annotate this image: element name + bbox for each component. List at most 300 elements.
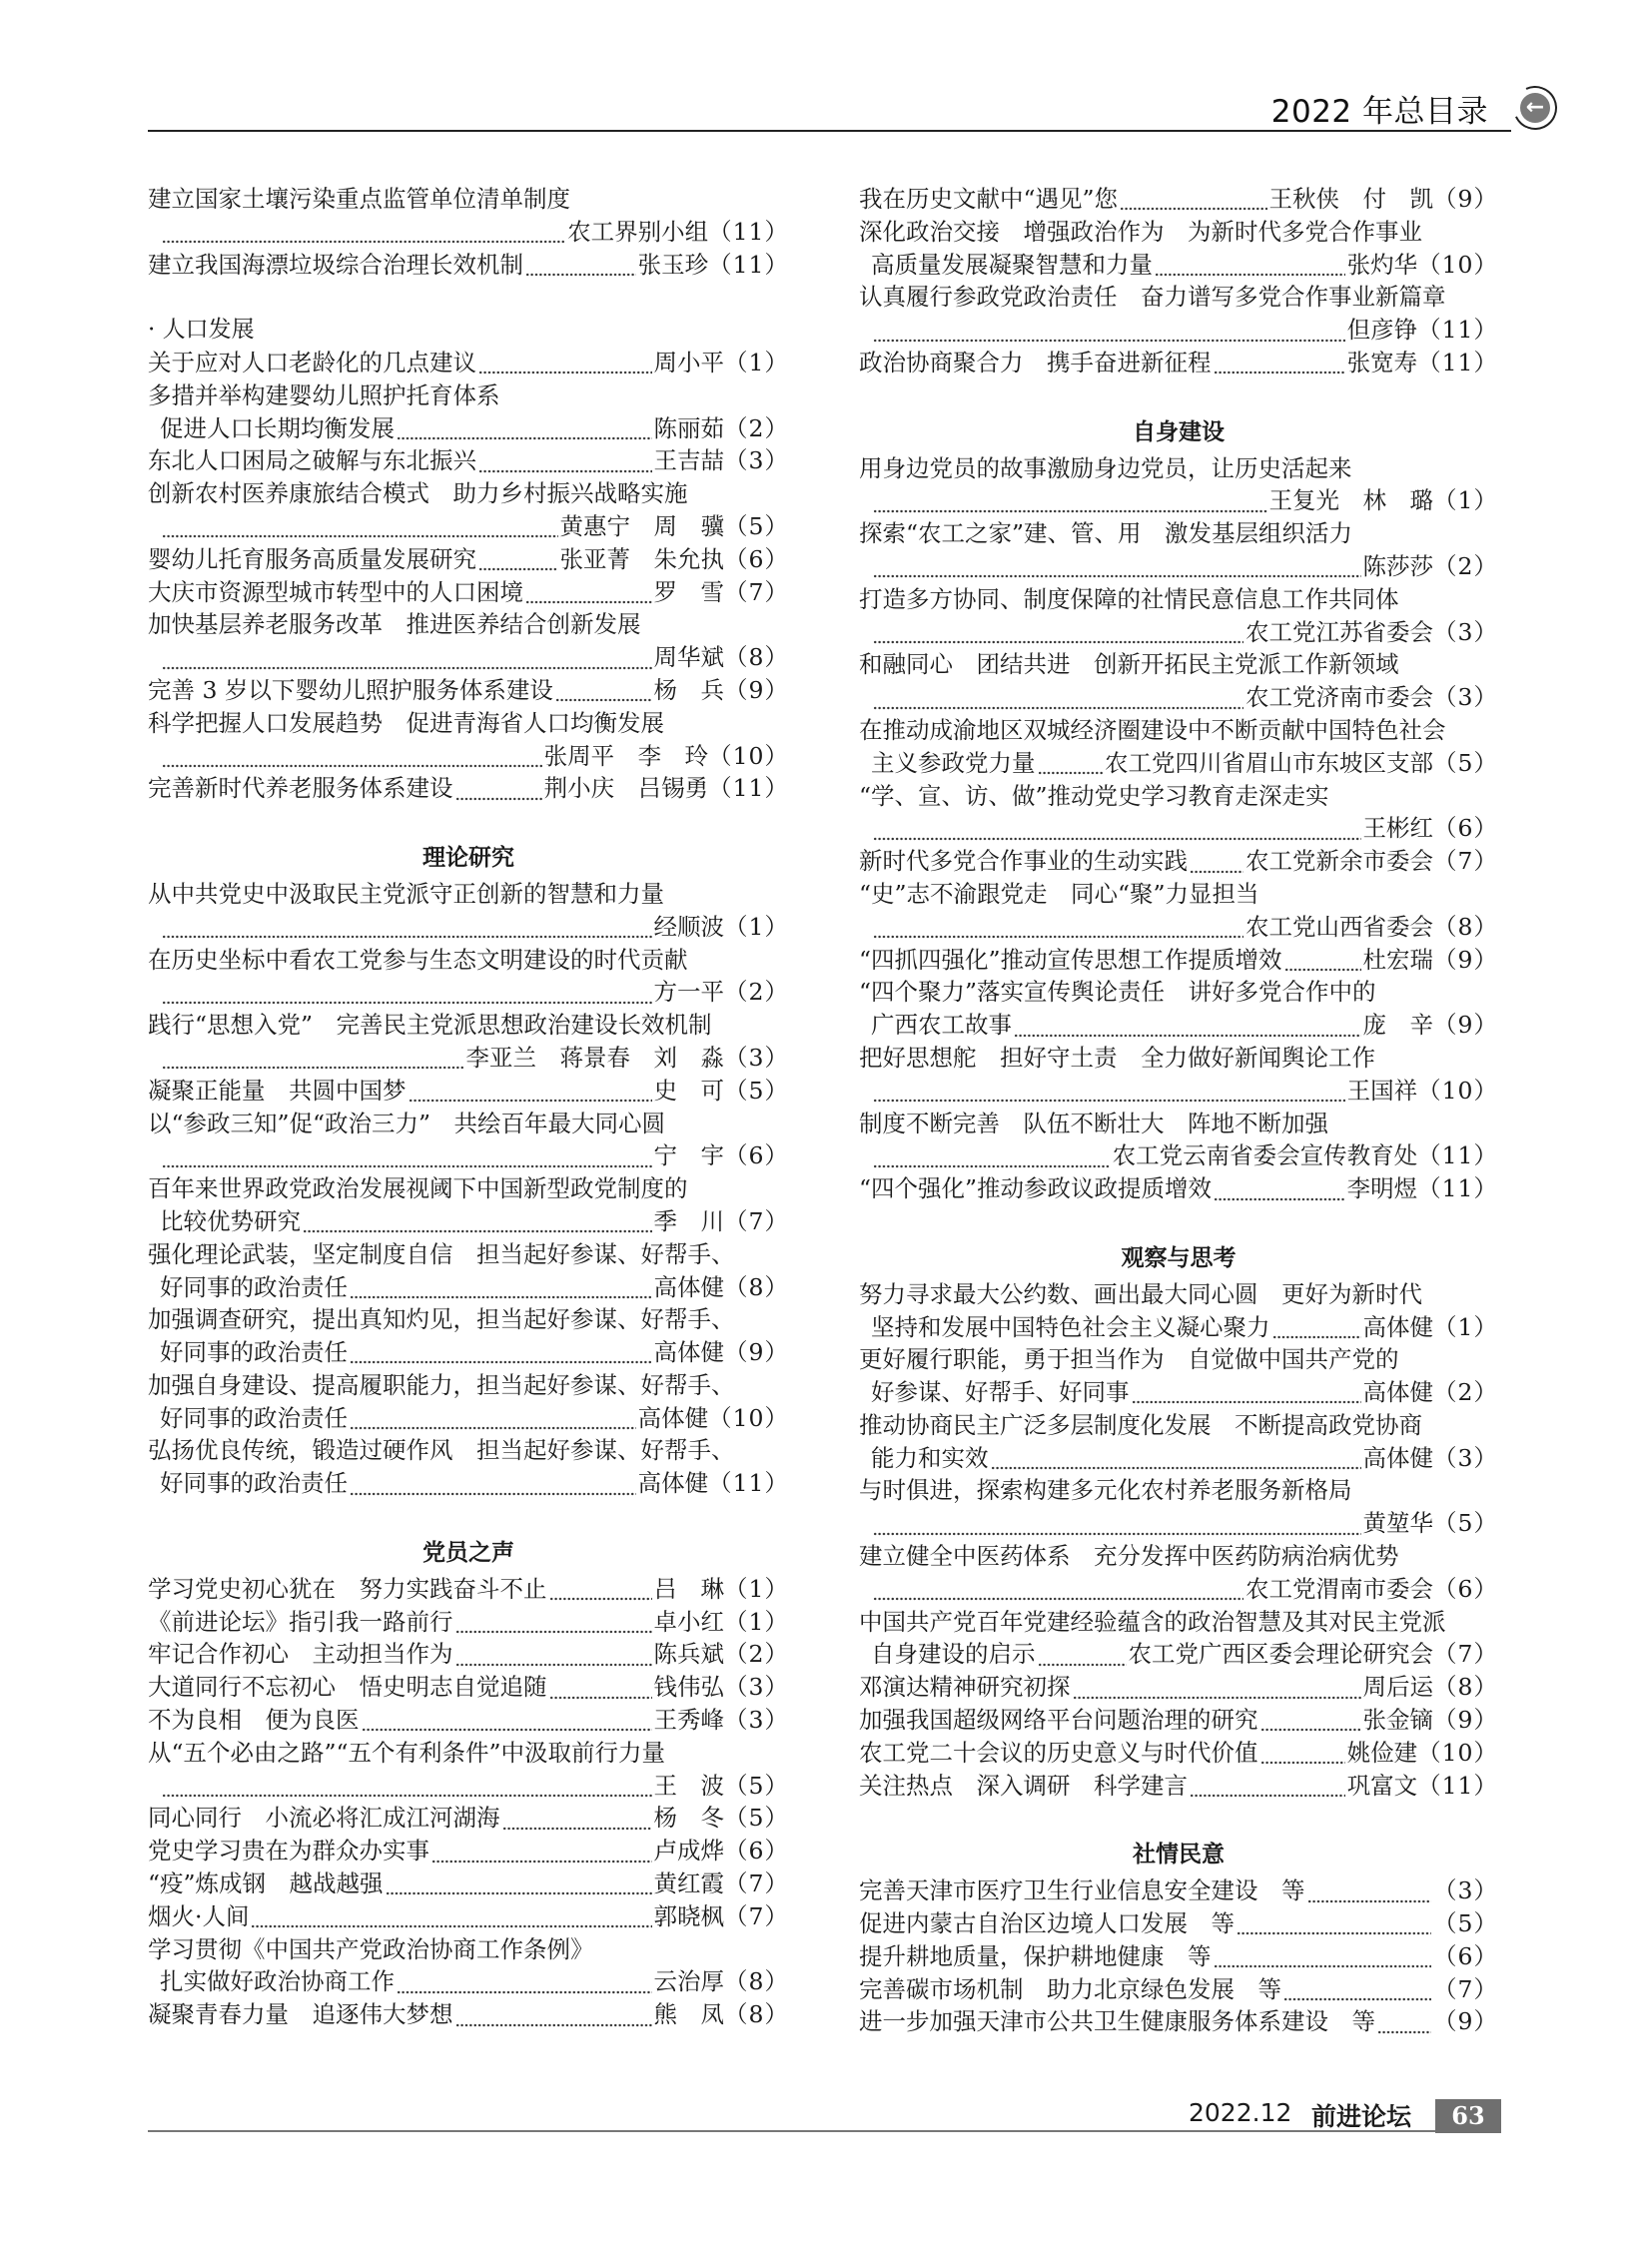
toc-entry[interactable] [148, 608, 789, 674]
subsection-heading: · 人口发展 [148, 317, 255, 344]
entry-issue-number: （3） [724, 446, 789, 475]
toc-entry-line [148, 1638, 789, 1671]
dot-leader [1155, 267, 1345, 277]
entry-title-text: “史”志不渝跟党走 同心“聚”力显担当 [859, 879, 1259, 908]
entry-author: 张玉珍 [637, 250, 709, 279]
toc-entry-line [859, 747, 1498, 780]
dot-leader [1073, 1690, 1361, 1700]
toc-entry-line [859, 249, 1498, 282]
entry-issue-number: （5） [724, 511, 789, 540]
entry-title-text: 凝聚青春力量 追逐伟大梦想 [148, 2000, 453, 2029]
toc-entry-line [148, 1108, 789, 1140]
toc-entry-line [148, 1434, 789, 1467]
entry-title-text: “疫”炼成钢 越战越强 [148, 1869, 384, 1898]
toc-entry[interactable] [859, 347, 1498, 379]
toc-entry-line [148, 772, 789, 805]
entry-issue-number: （7） [724, 1206, 789, 1235]
dot-leader [455, 1657, 652, 1667]
toc-entry-line [148, 1271, 789, 1304]
entry-issue-number: （9） [1433, 1706, 1498, 1735]
toc-entry[interactable] [859, 1907, 1498, 1940]
entry-author: 周小平 [653, 348, 725, 376]
entry-title-text: 扎实做好政治协商工作 [160, 1967, 395, 1996]
entry-issue-number: （3） [724, 1043, 789, 1072]
dot-leader [162, 1788, 652, 1798]
toc-entry[interactable] [859, 944, 1498, 977]
entry-author: 王秀峰 [653, 1706, 725, 1735]
entry-issue-number: （6） [1433, 1574, 1498, 1603]
toc-entry[interactable] [148, 1238, 789, 1304]
toc-entry-line [859, 845, 1498, 878]
entry-title-text: 凝聚正能量 共圆中国梦 [148, 1076, 407, 1105]
entry-issue-number: （6） [1433, 814, 1498, 843]
toc-entry[interactable] [148, 1933, 789, 1999]
entry-title-text: 用身边党员的故事激励身边党员，让历史活起来 [859, 453, 1352, 482]
toc-entry-line [859, 1704, 1498, 1737]
toc-entry[interactable] [148, 772, 789, 805]
toc-entry-line [148, 1573, 789, 1606]
dot-leader [162, 758, 542, 768]
dot-leader [162, 995, 652, 1005]
entry-author: 张金镝 [1362, 1706, 1434, 1735]
entry-issue-number: （11） [1417, 1771, 1498, 1800]
toc-entry[interactable] [148, 1868, 789, 1900]
toc-entry[interactable] [148, 1369, 789, 1435]
toc-entry[interactable] [859, 583, 1498, 649]
toc-entry-line [859, 1737, 1498, 1770]
toc-entry-line [148, 1303, 789, 1336]
toc-entry-line [859, 1042, 1498, 1075]
toc-entry-line [148, 878, 789, 911]
entry-title-text: 邓演达精神研究初探 [859, 1673, 1071, 1702]
entry-title-text: 推动协商民主广泛多层制度化发展 不断提高政党协商 [859, 1410, 1422, 1439]
entry-issue-number: （8） [724, 1272, 789, 1301]
entry-author: 黄红霞 [653, 1869, 725, 1898]
entry-author: 黄堃华 [1362, 1509, 1434, 1538]
toc-entry-line [859, 1874, 1498, 1907]
entry-title-text: 建立我国海漂垃圾综合治理长效机制 [148, 250, 523, 279]
toc-entry[interactable] [859, 452, 1498, 518]
toc-entry-line [148, 1835, 789, 1868]
toc-entry-line [148, 641, 789, 674]
toc-entry-line [859, 911, 1498, 944]
toc-entry-line [148, 944, 789, 977]
toc-entry-line [148, 1467, 789, 1500]
entry-title-text: 广西农工故事 [871, 1011, 1012, 1040]
toc-entry-line [148, 1868, 789, 1900]
dot-leader [873, 568, 1361, 578]
entry-issue-number: （9） [724, 675, 789, 704]
entry-author: 王 波 [653, 1771, 725, 1800]
entry-title-text: 主义参政党力量 [871, 748, 1036, 777]
entry-title-text: 牢记合作初心 主动担当作为 [148, 1640, 453, 1669]
toc-entry-line [859, 2005, 1498, 2038]
entry-author: 钱伟弘 [653, 1673, 725, 1702]
entry-title-text: 科学把握人口发展趋势 促进青海省人口均衡发展 [148, 708, 664, 737]
entry-issue-number: （3） [1433, 617, 1498, 646]
toc-entry[interactable] [859, 714, 1498, 780]
entry-issue-number: （7） [1433, 847, 1498, 876]
entry-issue-number: （7） [724, 577, 789, 606]
section-heading: 社情民意 [1133, 1842, 1225, 1868]
dot-leader [1307, 1893, 1432, 1903]
dot-leader [1190, 1788, 1345, 1798]
toc-entry[interactable] [148, 1671, 789, 1704]
toc-entry[interactable] [859, 1973, 1498, 2006]
toc-entry-line [148, 1737, 789, 1770]
dot-leader [873, 1093, 1345, 1103]
toc-entry[interactable] [859, 1172, 1498, 1205]
toc-entry-line [148, 1172, 789, 1205]
toc-entry-line [148, 543, 789, 576]
dot-leader [1214, 365, 1345, 374]
entry-author: 李亚兰 蒋景春 刘 淼 [465, 1043, 725, 1072]
toc-entry[interactable] [859, 1409, 1498, 1475]
section-heading: 理论研究 [422, 844, 514, 871]
toc-entry[interactable] [148, 1172, 789, 1238]
dot-leader [873, 929, 1243, 939]
toc-entry[interactable] [148, 1108, 789, 1173]
dot-leader [873, 1526, 1361, 1536]
entry-title-text: 东北人口困局之破解与东北振兴 [148, 446, 476, 475]
dot-leader [873, 831, 1361, 841]
entry-title-text: 认真履行参政党政治责任 奋力谱写多党合作事业新篇章 [859, 283, 1446, 312]
entry-title-text: 加强我国超级网络平台问题治理的研究 [859, 1706, 1258, 1735]
toc-entry[interactable] [148, 249, 789, 282]
toc-entry[interactable] [148, 1573, 789, 1606]
toc-entry-line [148, 249, 789, 282]
toc-entry-line [148, 740, 789, 773]
toc-entry[interactable] [859, 1606, 1498, 1672]
toc-entry[interactable] [148, 1434, 789, 1500]
entry-author: 王秋侠 付 凯 [1268, 185, 1434, 213]
dot-leader [350, 1354, 652, 1364]
dot-leader [1377, 2024, 1431, 2034]
dot-leader [431, 1854, 652, 1864]
toc-entry-line [859, 281, 1498, 314]
entry-issue-number: （5） [1433, 748, 1498, 777]
dot-leader [525, 594, 652, 604]
entry-title-text: 探索“农工之家”建、管、用 激发基层组织活力 [859, 519, 1353, 548]
entry-title-text: 完善碳市场机制 助力北京绿色发展 等 [859, 1974, 1281, 2003]
toc-entry[interactable] [148, 1303, 789, 1369]
toc-entry[interactable] [859, 1874, 1498, 1907]
toc-entry-line [148, 444, 789, 477]
entry-author: 陈丽茹 [653, 413, 725, 442]
entry-issue-number: （3） [1433, 1876, 1498, 1905]
toc-entry[interactable] [148, 1900, 789, 1933]
entry-author: 季 川 [653, 1206, 725, 1235]
toc-entry[interactable] [859, 1042, 1498, 1108]
entry-issue-number: （3） [1433, 683, 1498, 712]
toc-entry[interactable] [859, 2005, 1498, 2038]
toc-entry[interactable] [148, 707, 789, 773]
entry-issue-number: （11） [708, 250, 789, 279]
toc-entry-line [148, 1933, 789, 1966]
entry-author: 高体健 [1362, 1443, 1434, 1472]
entry-author: 王吉喆 [653, 446, 725, 475]
entry-title-text: 强化理论武装，坚定制度自信 担当起好参谋、好帮手、 [148, 1239, 735, 1268]
toc-entry[interactable] [859, 1474, 1498, 1540]
entry-author: 张宽寿 [1346, 348, 1418, 376]
toc-entry[interactable] [859, 216, 1498, 282]
entry-title-text: 中国共产党百年党建经验蕴含的政治智慧及其对民主党派 [859, 1607, 1446, 1636]
entry-issue-number: （6） [724, 1141, 789, 1170]
toc-entry[interactable] [859, 1108, 1498, 1173]
entry-author: 农工党渭南市委会 [1245, 1574, 1434, 1603]
entry-author: 方一平 [653, 978, 725, 1007]
dot-leader [873, 634, 1243, 644]
entry-title-text: 好参谋、好帮手、好同事 [871, 1378, 1130, 1407]
toc-entry-line [148, 1075, 789, 1108]
dot-leader [455, 2017, 652, 2027]
toc-entry-line [859, 878, 1498, 911]
entry-title-text: 好同事的政治责任 [160, 1338, 348, 1367]
entry-issue-number: （2） [724, 978, 789, 1007]
toc-entry[interactable] [859, 976, 1498, 1042]
toc-entry-line [148, 412, 789, 445]
toc-entry-line [859, 1311, 1498, 1344]
dot-leader [455, 1624, 652, 1634]
entry-author: 巩富文 [1346, 1771, 1418, 1800]
dot-leader [555, 692, 652, 702]
entry-issue-number: （1） [1433, 1312, 1498, 1341]
toc-entry[interactable] [859, 1737, 1498, 1770]
entry-issue-number: （9） [1433, 2007, 1498, 2036]
entry-author: 陈莎莎 [1362, 551, 1434, 580]
toc-entry[interactable] [148, 543, 789, 576]
entry-issue-number: （5） [1433, 1509, 1498, 1538]
toc-entry-line [859, 1573, 1498, 1606]
dot-leader [1272, 1329, 1361, 1339]
header-rule [148, 130, 1511, 132]
dot-leader [455, 791, 542, 801]
entry-author: 张周平 李 玲 [543, 741, 709, 770]
toc-entry-line [148, 1606, 789, 1639]
toc-entry-line [148, 1998, 789, 2031]
dot-leader [1190, 864, 1243, 874]
toc-entry[interactable] [148, 1075, 789, 1108]
entry-title-text: 与时俱进，探索构建多元化农村养老服务新格局 [859, 1476, 1352, 1505]
toc-entry-line [148, 1369, 789, 1402]
toc-entry[interactable] [148, 444, 789, 477]
toc-entry[interactable] [148, 1704, 789, 1737]
entry-title-text: 在推动成渝地区双城经济圈建设中不断贡献中国特色社会 [859, 715, 1446, 744]
toc-entry-line [859, 812, 1498, 845]
entry-title-text: 进一步加强天津市公共卫生健康服务体系建设 等 [859, 2007, 1375, 2036]
dot-leader [1284, 962, 1361, 972]
entry-title-text: 从中共党史中汲取民主党派守正创新的智慧和力量 [148, 879, 664, 908]
entry-issue-number: （11） [1417, 1174, 1498, 1203]
dot-leader [397, 1984, 652, 1994]
toc-entry[interactable] [148, 1835, 789, 1868]
toc-entry[interactable] [148, 674, 789, 707]
toc-entry-line [859, 1075, 1498, 1108]
toc-entry-line [148, 1770, 789, 1803]
entry-issue-number: （8） [724, 1967, 789, 1996]
entry-author: 荆小庆 吕锡勇 [543, 774, 709, 803]
dot-leader [162, 528, 558, 538]
toc-entry[interactable] [859, 1343, 1498, 1409]
toc-entry-line [859, 216, 1498, 249]
entry-title-text: 自身建设的启示 [871, 1640, 1036, 1669]
toc-entry-line [859, 1409, 1498, 1442]
back-arrow-circle-icon[interactable]: ← [1520, 93, 1550, 123]
entry-author: 杜宏瑞 [1362, 945, 1434, 974]
entry-issue-number: （7） [1433, 1640, 1498, 1669]
entry-issue-number: （1） [1433, 486, 1498, 515]
dot-leader [478, 365, 652, 374]
toc-entry-line [148, 1965, 789, 1998]
dot-leader [1038, 765, 1104, 775]
toc-entry-line [148, 477, 789, 510]
entry-title-text: 更好履行职能，勇于担当作为 自觉做中国共产党的 [859, 1345, 1399, 1374]
entry-issue-number: （11） [708, 217, 789, 246]
dot-leader [873, 333, 1345, 343]
toc-entry-line [859, 484, 1498, 517]
toc-entry[interactable] [148, 477, 789, 543]
toc-entry[interactable] [148, 576, 789, 609]
toc-entry-line [859, 976, 1498, 1009]
toc-entry[interactable] [859, 517, 1498, 583]
dot-leader [162, 660, 652, 670]
toc-entry[interactable] [859, 878, 1498, 944]
entry-issue-number: （8） [724, 643, 789, 672]
section-heading: 自身建设 [1133, 418, 1225, 445]
entry-title-text: 打造多方协同、制度保障的社情民意信息工作共同体 [859, 584, 1399, 613]
toc-entry[interactable] [859, 1540, 1498, 1606]
entry-title-text: 加强调查研究，提出真知灼见，担当起好参谋、好帮手、 [148, 1305, 735, 1334]
entry-author: 史 可 [653, 1076, 725, 1105]
toc-entry-line [859, 1770, 1498, 1803]
entry-author: 农工党广西区委会理论研究会 [1128, 1640, 1434, 1669]
dot-leader [873, 1591, 1243, 1601]
toc-entry-line [148, 216, 789, 249]
entry-issue-number: （6） [1433, 1941, 1498, 1970]
entry-title-text: 提升耕地质量，保护耕地健康 等 [859, 1941, 1212, 1970]
toc-entry[interactable] [148, 1009, 789, 1075]
toc-entry-line [859, 1139, 1498, 1172]
entry-title-text: 党史学习贵在为群众办实事 [148, 1837, 429, 1866]
entry-author: 杨 冬 [653, 1804, 725, 1833]
page-number: 63 [1435, 2099, 1501, 2133]
entry-author: 庞 辛 [1362, 1011, 1434, 1040]
entry-title-text: 能力和实效 [871, 1443, 989, 1472]
entry-author: 陈兵斌 [653, 1640, 725, 1669]
toc-entry[interactable] [148, 878, 789, 944]
toc-entry[interactable] [859, 1940, 1498, 1973]
entry-issue-number: （10） [1417, 1076, 1498, 1105]
entry-title-text: 大道同行不忘初心 悟史明志自觉追随 [148, 1673, 547, 1702]
entry-author: 卢成烨 [653, 1837, 725, 1866]
entry-title-text: 关于应对人口老龄化的几点建议 [148, 348, 476, 376]
toc-entry-line [859, 517, 1498, 550]
dot-leader [251, 1918, 651, 1928]
toc-entry[interactable] [859, 780, 1498, 846]
entry-title-text: 在历史坐标中看农工党参与生态文明建设的时代贡献 [148, 945, 688, 974]
entry-issue-number: （2） [1433, 551, 1498, 580]
dot-leader [350, 1289, 652, 1299]
toc-entry-line [859, 1540, 1498, 1573]
entry-title-text: 践行“思想入党” 完善民主党派思想政治建设长效机制 [148, 1011, 712, 1040]
entry-title-text: 加强自身建设、提高履职能力，担当起好参谋、好帮手、 [148, 1370, 735, 1399]
entry-title-text: 学习贯彻《中国共产党政治协商工作条例》 [148, 1934, 594, 1963]
entry-title-text: 努力寻求最大公约数、画出最大同心圆 更好为新时代 [859, 1279, 1422, 1308]
entry-issue-number: （8） [1433, 912, 1498, 941]
entry-title-text: 大庆市资源型城市转型中的人口困境 [148, 577, 523, 606]
entry-issue-number: （5） [724, 1076, 789, 1105]
toc-entry[interactable] [148, 944, 789, 1010]
toc-entry[interactable] [859, 1704, 1498, 1737]
entry-title-text: 比较优势研究 [160, 1206, 301, 1235]
toc-entry-line [859, 314, 1498, 347]
toc-entry-line [859, 1940, 1498, 1973]
toc-entry[interactable] [859, 845, 1498, 878]
entry-author: 高体健 [653, 1338, 725, 1367]
toc-entry-line [859, 1278, 1498, 1311]
toc-entry[interactable] [859, 183, 1498, 216]
toc-entry[interactable] [148, 1802, 789, 1835]
toc-entry[interactable] [148, 183, 789, 249]
toc-entry-line [148, 707, 789, 740]
toc-entry-line [859, 944, 1498, 977]
toc-entry[interactable] [148, 379, 789, 445]
toc-entry-line [859, 681, 1498, 714]
toc-entry[interactable] [859, 1671, 1498, 1704]
entry-title-text: 同心同行 小流必将汇成江河湖海 [148, 1804, 500, 1833]
toc-entry-line [859, 1376, 1498, 1409]
toc-entry-line [859, 648, 1498, 681]
entry-issue-number: （1） [724, 1607, 789, 1636]
entry-title-text: 从“五个必由之路”“五个有利条件”中汲取前行力量 [148, 1738, 666, 1767]
toc-entry[interactable] [859, 1770, 1498, 1803]
toc-entry[interactable] [148, 1638, 789, 1671]
entry-author: 经顺波 [653, 912, 725, 941]
toc-entry-line [148, 347, 789, 379]
toc-entry[interactable] [859, 1278, 1498, 1344]
dot-leader [1260, 1755, 1345, 1765]
entry-issue-number: （11） [1417, 348, 1498, 376]
toc-entry-line [859, 1606, 1498, 1639]
toc-entry[interactable] [148, 347, 789, 379]
toc-entry-line [859, 1507, 1498, 1540]
toc-entry-line [148, 1238, 789, 1271]
toc-entry[interactable] [859, 281, 1498, 347]
toc-entry[interactable] [148, 1998, 789, 2031]
entry-issue-number: （2） [1433, 1378, 1498, 1407]
toc-entry-line [148, 674, 789, 707]
entry-issue-number: （1） [724, 912, 789, 941]
dot-leader [1214, 1191, 1345, 1201]
dot-leader [478, 561, 558, 571]
dot-leader [386, 1885, 652, 1895]
entry-title-text: 创新农村医养康旅结合模式 助力乡村振兴战略实施 [148, 479, 688, 508]
dot-leader [350, 1486, 636, 1496]
toc-entry[interactable] [859, 648, 1498, 714]
toc-entry-line [148, 1802, 789, 1835]
entry-issue-number: （8） [1433, 1673, 1498, 1702]
toc-entry[interactable] [148, 1737, 789, 1803]
dot-leader [873, 503, 1267, 513]
toc-left-column [148, 183, 789, 2031]
entry-title-text: 完善新时代养老服务体系建设 [148, 774, 453, 803]
toc-entry-line [859, 183, 1498, 216]
toc-entry-line [148, 1009, 789, 1042]
toc-entry[interactable] [148, 1606, 789, 1639]
dot-leader [1283, 1991, 1431, 2001]
entry-issue-number: （3） [1433, 1443, 1498, 1472]
entry-author: 李明煜 [1346, 1174, 1418, 1203]
